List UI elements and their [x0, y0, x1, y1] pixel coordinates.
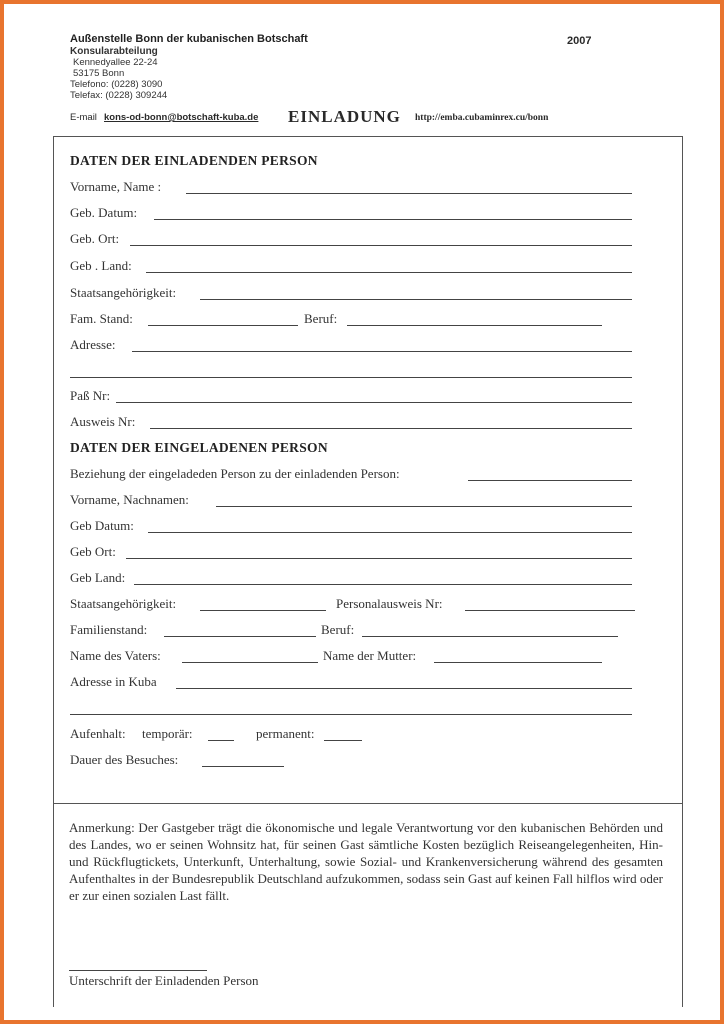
invited-profession-label: Beruf: — [321, 622, 355, 637]
inviting-birth-country-field[interactable] — [146, 272, 632, 273]
inviting-passport-label: Paß Nr: — [70, 388, 111, 403]
invited-nationality-field[interactable] — [200, 610, 326, 611]
inviting-birth-date-label: Geb. Datum: — [70, 205, 138, 220]
invited-relation-field[interactable] — [468, 480, 632, 481]
invited-duration-label: Dauer des Besuches: — [70, 752, 179, 767]
invited-section-title: DATEN DER EINGELADENEN PERSON — [70, 440, 328, 455]
invited-relation-label: Beziehung der eingeladeden Person zu der einladenden Person: — [70, 466, 400, 481]
invited-address-cuba-label: Adresse in Kuba — [70, 674, 157, 689]
inviting-address-field-2[interactable] — [70, 377, 632, 378]
inviting-first-name-field[interactable] — [186, 193, 632, 194]
email-label: E-mail — [70, 112, 97, 123]
invited-temporary-field[interactable] — [208, 740, 234, 741]
inviting-nationality-label: Staatsangehörigkeit: — [70, 285, 177, 300]
street-address: Kennedyallee 22-24 — [73, 57, 158, 68]
invited-marital-status-label: Familienstand: — [70, 622, 148, 637]
invited-profession-field[interactable] — [362, 636, 618, 637]
invited-birth-country-label: Geb Land: — [70, 570, 126, 585]
invited-mother-name-label: Name der Mutter: — [323, 648, 417, 663]
invited-id-card-field[interactable] — [465, 610, 635, 611]
invited-first-name-field[interactable] — [216, 506, 632, 507]
inviting-address-field[interactable] — [132, 351, 632, 352]
signature-line[interactable] — [69, 970, 207, 971]
invited-duration-field[interactable] — [202, 766, 284, 767]
inviting-first-name-label: Vorname, Name : — [70, 179, 162, 194]
invited-id-card-label: Personalausweis Nr: — [336, 596, 443, 611]
inviting-nationality-field[interactable] — [200, 299, 632, 300]
invited-nationality-label: Staatsangehörigkeit: — [70, 596, 177, 611]
invited-marital-status-field[interactable] — [164, 636, 316, 637]
inviting-id-card-label: Ausweis Nr: — [70, 414, 136, 429]
invited-birth-place-field[interactable] — [126, 558, 632, 559]
invited-father-name-field[interactable] — [182, 662, 318, 663]
invited-birth-date-label: Geb Datum: — [70, 518, 134, 533]
document-year: 2007 — [567, 35, 592, 47]
invited-birth-date-field[interactable] — [148, 532, 632, 533]
inviting-birth-place-label: Geb. Ort: — [70, 231, 120, 246]
city-address: 53175 Bonn — [73, 68, 125, 79]
invited-address-cuba-field-2[interactable] — [70, 714, 632, 715]
invited-permanent-field[interactable] — [324, 740, 362, 741]
section-divider — [53, 803, 682, 804]
invited-birth-country-field[interactable] — [134, 584, 632, 585]
letterhead — [70, 33, 610, 101]
signature-label: Unterschrift der Einladenden Person — [69, 973, 259, 988]
inviting-birth-country-label: Geb . Land: — [70, 258, 132, 273]
inviting-address-label: Adresse: — [70, 337, 116, 352]
inviting-passport-field[interactable] — [116, 402, 632, 403]
inviting-profession-label: Beruf: — [304, 311, 338, 326]
invited-address-cuba-field[interactable] — [176, 688, 632, 689]
website-link[interactable]: http://emba.cubaminrex.cu/bonn — [415, 113, 549, 123]
consulate-label: Konsularabteilung — [70, 46, 158, 57]
invited-mother-name-field[interactable] — [434, 662, 602, 663]
legal-note: Anmerkung: Der Gastgeber trägt die ökonomische und legale Verantwortung vor den kubanischen Behörden und des Landes, wo er seinen Wohnsitz hat, für seinen Gast sämtliche Kosten bezüglich Reiseangelegenheiten, Hin- und Rückflugtickets, Unterkunft, Unterhaltung, sowie Sozial- und Krankenversicherung während des gesamten Aufenthaltes in der Bundesrepublik Deutschland aufzukommen, sodass sein Gast auf keinen Fall hilflos wird oder er zur einen sozialen Last fällt. — [69, 820, 663, 903]
inviting-marital-status-field[interactable] — [148, 325, 298, 326]
invited-first-name-label: Vorname, Nachnamen: — [70, 492, 189, 507]
invited-birth-place-label: Geb Ort: — [70, 544, 116, 559]
document-title: EINLADUNG — [288, 107, 401, 126]
invited-temporary-label: temporär: — [142, 726, 193, 741]
inviting-marital-status-label: Fam. Stand: — [70, 311, 133, 326]
inviting-birth-place-field[interactable] — [130, 245, 632, 246]
inviting-birth-date-field[interactable] — [154, 219, 632, 220]
invited-father-name-label: Name des Vaters: — [70, 648, 161, 663]
phone-number: Telefono: (0228) 3090 — [70, 79, 163, 90]
email-link[interactable]: kons-od-bonn@botschaft-kuba.de — [104, 112, 259, 123]
fax-number: Telefax: (0228) 309244 — [70, 90, 168, 101]
invited-stay-label: Aufenhalt: — [70, 726, 126, 741]
inviting-id-card-field[interactable] — [150, 428, 632, 429]
inviting-profession-field[interactable] — [347, 325, 602, 326]
embassy-name: Außenstelle Bonn der kubanischen Botschaft — [70, 33, 308, 45]
invited-permanent-label: permanent: — [256, 726, 315, 741]
inviting-section-title: DATEN DER EINLADENDEN PERSON — [70, 153, 318, 168]
